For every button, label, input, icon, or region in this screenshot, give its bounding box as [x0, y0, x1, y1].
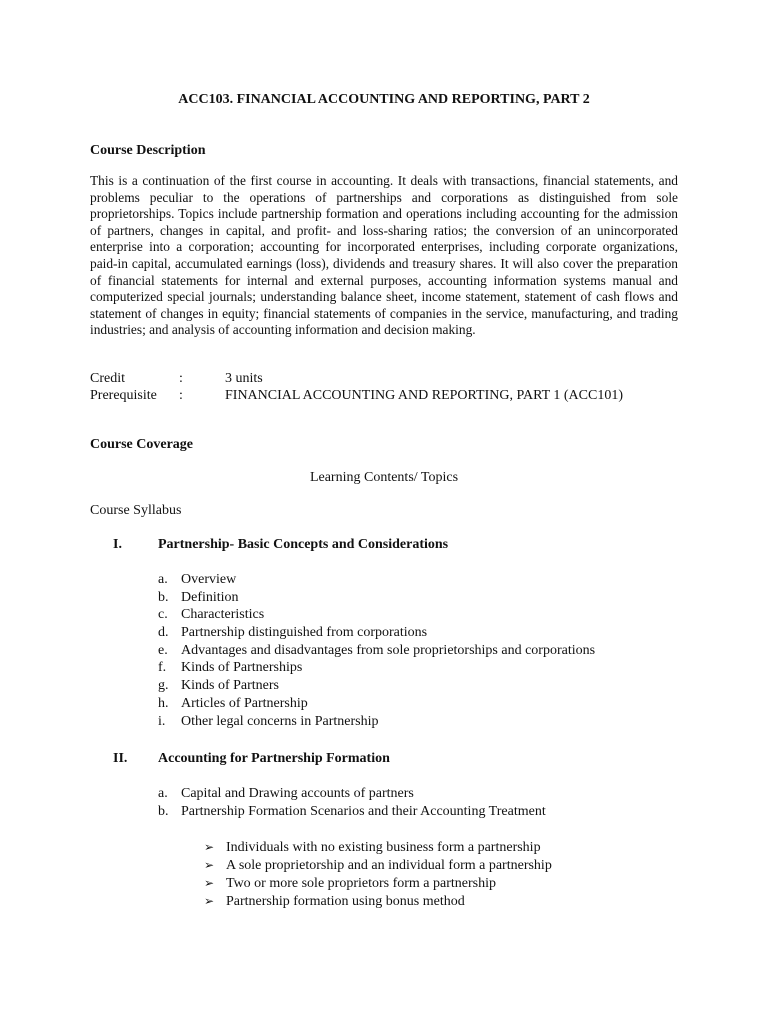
- list-item: [158, 589, 595, 607]
- list-item: [158, 624, 595, 642]
- list-item: [158, 642, 595, 660]
- credit-label: Credit: [90, 371, 125, 386]
- list-item-text: Partnership Formation Scenarios and their Accounting Treatment: [181, 803, 546, 819]
- prerequisite-label: Prerequisite: [90, 388, 157, 403]
- bullet-text: A sole proprietorship and an individual form a partnership: [226, 858, 552, 873]
- section-title: Accounting for Partnership Formation: [158, 751, 390, 766]
- list-marker: f.: [158, 660, 167, 676]
- list-marker: b.: [158, 803, 169, 819]
- bullet-item: [204, 874, 552, 892]
- course-description-text: This is a continuation of the first course in accounting. It deals with transactions, financial statements, and problems peculiar to the operations of partnerships and corporations as distinguished from sole proprietorships. Topics include partnership formation and operations including accounting for the admission of partners, changes in capital, and profit- and loss-sharing ratios; the conversion of an unincorporated enterprise into a corporation; accounting for incorporated enterprises, including corporate organizations, paid-in capital, accumulated earnings (loss), dividends and treasury shares. It will also cover the preparation of financial statements for internal and external purposes, accounting information systems manual and computerized special journals; understanding balance sheet, income statement, statement of cash flows and statement of changes in equity; financial statements of companies in the service, manufacturing, and trading industries; and analysis of accounting information and decision making.: [90, 173, 678, 338]
- list-item-text: Overview: [181, 572, 237, 587]
- list-item-text: Articles of Partnership: [181, 695, 308, 711]
- list-marker: c.: [158, 607, 168, 623]
- arrow-bullet-icon: ➢: [204, 894, 215, 908]
- document-title: ACC103. FINANCIAL ACCOUNTING AND REPORTING, PART 2: [178, 92, 590, 107]
- course-description-heading: Course Description: [90, 143, 206, 158]
- list-item-text: Kinds of Partnerships: [181, 660, 303, 676]
- list-marker: h.: [158, 695, 169, 711]
- list-item: [158, 659, 595, 677]
- bullet-text: Two or more sole proprietors form a partnership: [226, 876, 496, 891]
- section-items-list: [158, 571, 595, 730]
- section-title: Partnership- Basic Concepts and Considerations: [158, 537, 449, 552]
- list-item-text: Partnership distinguished from corporations: [181, 625, 428, 641]
- arrow-bullet-icon: ➢: [204, 876, 215, 890]
- list-marker: i.: [158, 713, 166, 729]
- bullet-text: Individuals with no existing business form a partnership: [226, 840, 541, 855]
- list-item: [158, 713, 595, 731]
- section-number: II.: [113, 751, 128, 766]
- list-marker: g.: [158, 678, 169, 694]
- bullet-text: Partnership formation using bonus method: [226, 894, 465, 909]
- section-number: I.: [113, 537, 122, 552]
- list-marker: d.: [158, 625, 169, 641]
- list-item-text: Kinds of Partners: [181, 678, 279, 694]
- list-marker: a.: [158, 572, 168, 587]
- list-item: [158, 677, 595, 695]
- course-syllabus-label: Course Syllabus: [90, 503, 182, 518]
- list-item: [158, 571, 595, 589]
- credit-colon: :: [179, 371, 183, 386]
- prerequisite-value: FINANCIAL ACCOUNTING AND REPORTING, PART 1 (ACC101): [225, 388, 623, 403]
- list-item: [158, 785, 546, 803]
- bullet-item: [204, 856, 552, 874]
- arrow-bullet-icon: ➢: [204, 858, 215, 872]
- list-marker: b.: [158, 589, 169, 605]
- section-items-list: [158, 785, 546, 820]
- list-item-text: Other legal concerns in Partnership: [181, 713, 379, 729]
- learning-contents-subheading: Learning Contents/ Topics: [309, 470, 459, 485]
- bullet-list: [204, 838, 552, 910]
- list-marker: e.: [158, 642, 168, 658]
- credit-value: 3 units: [225, 371, 263, 386]
- list-item-text: Advantages and disadvantages from sole proprietorships and corporations: [181, 642, 596, 658]
- list-item-text: Capital and Drawing accounts of partners: [181, 786, 414, 801]
- list-item: [158, 606, 595, 624]
- list-item-text: Definition: [181, 589, 239, 605]
- list-item-text: Characteristics: [181, 607, 265, 623]
- arrow-bullet-icon: ➢: [204, 840, 215, 854]
- bullet-item: [204, 892, 552, 910]
- course-coverage-heading: Course Coverage: [90, 437, 194, 452]
- list-item: [158, 695, 595, 713]
- list-marker: a.: [158, 786, 168, 801]
- prerequisite-colon: :: [179, 388, 183, 403]
- bullet-item: [204, 838, 552, 856]
- list-item: [158, 803, 546, 821]
